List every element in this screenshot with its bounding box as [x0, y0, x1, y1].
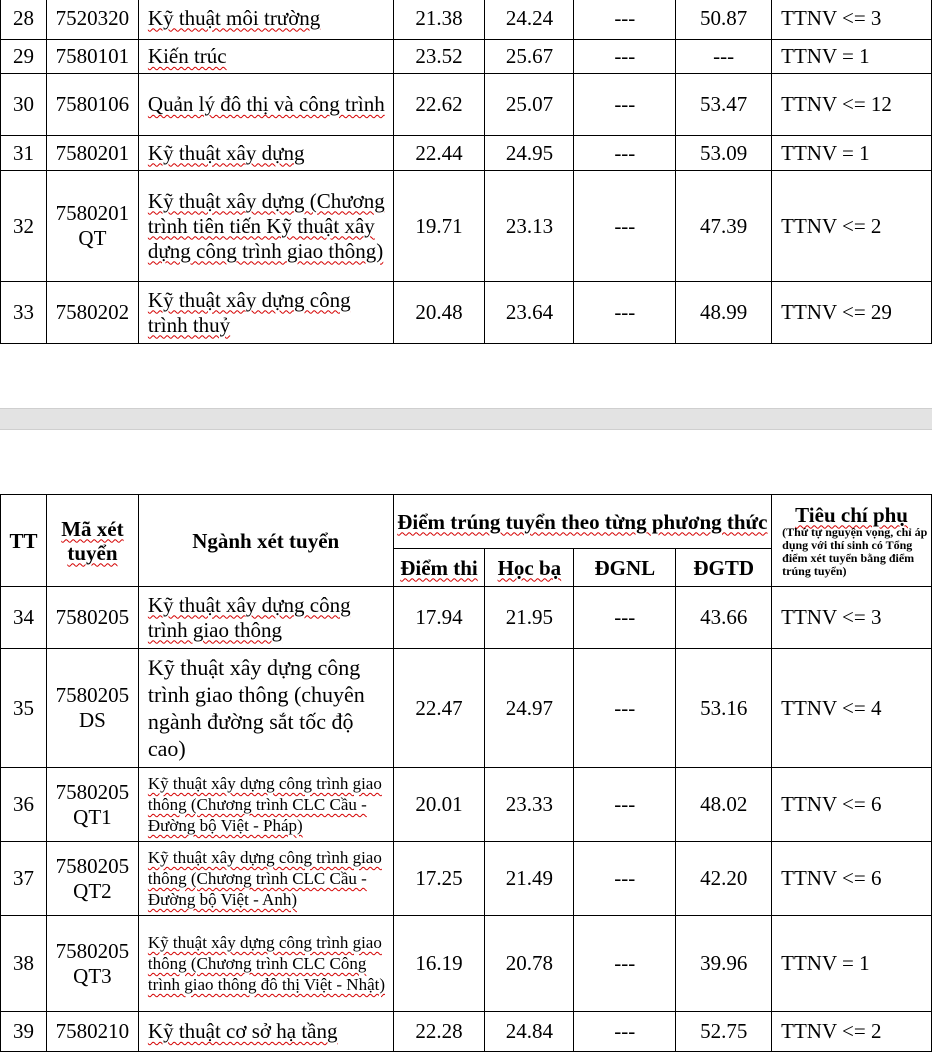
header-score-group: Điểm trúng tuyển theo từng phương thức: [393, 495, 772, 549]
dgtd-score: 48.02: [676, 768, 772, 842]
exam-score: 17.94: [393, 587, 485, 649]
table-row: [1, 0, 932, 40]
admission-code: 7580205 QT3: [46, 916, 138, 1012]
row-number: 32: [1, 171, 47, 282]
exam-score: 23.52: [393, 40, 485, 74]
row-number: 36: [1, 768, 47, 842]
page-break-separator: [0, 408, 932, 430]
dgnl-score: ---: [574, 40, 676, 74]
dgtd-score: 43.66: [676, 587, 772, 649]
admission-code: 7580202: [46, 282, 138, 344]
dgtd-score: 53.09: [676, 136, 772, 171]
major-name: Kỹ thuật xây dựng công trình giao thông (chuyên ngành đường sắt tốc độ cao): [138, 649, 393, 768]
exam-score: 22.62: [393, 74, 485, 136]
table-row: [1, 587, 932, 649]
row-number: 35: [1, 649, 47, 768]
dgnl-score: ---: [574, 282, 676, 344]
table-row: [1, 282, 932, 344]
exam-score: 20.48: [393, 282, 485, 344]
major-name: Quản lý đô thị và công trình: [138, 74, 393, 136]
major-name: Kỹ thuật xây dựng: [138, 136, 393, 171]
admission-code: 7580205 QT1: [46, 768, 138, 842]
transcript-score: 25.07: [485, 74, 574, 136]
dgtd-score: 52.75: [676, 1012, 772, 1052]
dgnl-score: ---: [574, 0, 676, 40]
table-row: [1, 842, 932, 916]
row-number: 39: [1, 1012, 47, 1052]
tie-criterion: TTNV <= 3: [772, 0, 932, 40]
tie-criterion: TTNV <= 29: [772, 282, 932, 344]
header-code: Mã xét tuyển: [46, 495, 138, 587]
table-row: [1, 649, 932, 768]
admission-code: 7580205 QT2: [46, 842, 138, 916]
dgnl-score: ---: [574, 74, 676, 136]
criteria-title: Tiêu chí phụ: [795, 502, 908, 527]
criteria-note: (Thứ tự nguyện vọng, chỉ áp dụng với thí sinh có Tổng điểm xét tuyển bằng điểm trúng tuyển): [782, 524, 928, 578]
dgtd-score: 48.99: [676, 282, 772, 344]
header-exam-score: Điểm thi: [393, 549, 485, 587]
table-row: [1, 171, 932, 282]
admission-code: 7580201: [46, 136, 138, 171]
admission-code: 7580101: [46, 40, 138, 74]
dgnl-score: ---: [574, 649, 676, 768]
dgtd-score: 39.96: [676, 916, 772, 1012]
major-name: Kỹ thuật cơ sở hạ tầng: [138, 1012, 393, 1052]
exam-score: 22.47: [393, 649, 485, 768]
dgnl-score: ---: [574, 916, 676, 1012]
table-row: [1, 136, 932, 171]
major-name: Kiến trúc: [138, 40, 393, 74]
dgtd-score: 42.20: [676, 842, 772, 916]
admission-code: 7580201 QT: [46, 171, 138, 282]
table-row: [1, 916, 932, 1012]
header-transcript: Học bạ: [485, 549, 574, 587]
transcript-score: 25.67: [485, 40, 574, 74]
dgtd-score: 50.87: [676, 0, 772, 40]
major-name: Kỹ thuật xây dựng công trình giao thông (Chương trình CLC Công trình giao thông đô thị Việt - Nhật): [138, 916, 393, 1012]
tie-criterion: TTNV <= 4: [772, 649, 932, 768]
major-name: Kỹ thuật xây dựng (Chương trình tiên tiến Kỹ thuật xây dựng công trình giao thông): [138, 171, 393, 282]
transcript-score: 23.64: [485, 282, 574, 344]
tie-criterion: TTNV <= 2: [772, 171, 932, 282]
row-number: 34: [1, 587, 47, 649]
major-name: Kỹ thuật môi trường: [138, 0, 393, 40]
header-row: [1, 495, 932, 549]
header-criteria: [772, 495, 932, 587]
header-dgtd: ĐGTD: [676, 549, 772, 587]
transcript-score: 24.97: [485, 649, 574, 768]
exam-score: 21.38: [393, 0, 485, 40]
transcript-score: 21.49: [485, 842, 574, 916]
dgnl-score: ---: [574, 768, 676, 842]
exam-score: 17.25: [393, 842, 485, 916]
transcript-score: 24.84: [485, 1012, 574, 1052]
dgnl-score: ---: [574, 136, 676, 171]
tie-criterion: TTNV = 1: [772, 136, 932, 171]
major-name: Kỹ thuật xây dựng công trình giao thông (Chương trình CLC Cầu - Đường bộ Việt - Pháp): [138, 768, 393, 842]
transcript-score: 23.33: [485, 768, 574, 842]
row-number: 29: [1, 40, 47, 74]
transcript-score: 23.13: [485, 171, 574, 282]
major-name: Kỹ thuật xây dựng công trình giao thông: [138, 587, 393, 649]
dgtd-score: ---: [676, 40, 772, 74]
dgtd-score: 47.39: [676, 171, 772, 282]
row-number: 30: [1, 74, 47, 136]
table-row: [1, 74, 932, 136]
row-number: 28: [1, 0, 47, 40]
exam-score: 20.01: [393, 768, 485, 842]
transcript-score: 24.95: [485, 136, 574, 171]
tie-criterion: TTNV <= 12: [772, 74, 932, 136]
dgnl-score: ---: [574, 842, 676, 916]
admission-code: 7580210: [46, 1012, 138, 1052]
dgtd-score: 53.47: [676, 74, 772, 136]
exam-score: 22.28: [393, 1012, 485, 1052]
dgnl-score: ---: [574, 587, 676, 649]
table-row: [1, 40, 932, 74]
major-name: Kỹ thuật xây dựng công trình giao thông (Chương trình CLC Cầu - Đường bộ Việt - Anh): [138, 842, 393, 916]
admission-table-top: [0, 0, 932, 344]
row-number: 33: [1, 282, 47, 344]
row-number: 38: [1, 916, 47, 1012]
admission-table-bottom: [0, 494, 932, 1052]
tie-criterion: TTNV = 1: [772, 40, 932, 74]
exam-score: 16.19: [393, 916, 485, 1012]
admission-code: 7520320: [46, 0, 138, 40]
transcript-score: 24.24: [485, 0, 574, 40]
tie-criterion: TTNV <= 2: [772, 1012, 932, 1052]
tie-criterion: TTNV <= 3: [772, 587, 932, 649]
transcript-score: 20.78: [485, 916, 574, 1012]
admission-code: 7580205 DS: [46, 649, 138, 768]
header-major: Ngành xét tuyển: [138, 495, 393, 587]
row-number: 31: [1, 136, 47, 171]
tie-criterion: TTNV <= 6: [772, 768, 932, 842]
tie-criterion: TTNV = 1: [772, 916, 932, 1012]
tie-criterion: TTNV <= 6: [772, 842, 932, 916]
dgnl-score: ---: [574, 1012, 676, 1052]
header-tt: TT: [1, 495, 47, 587]
admission-code: 7580205: [46, 587, 138, 649]
admission-code: 7580106: [46, 74, 138, 136]
header-dgnl: ĐGNL: [574, 549, 676, 587]
exam-score: 22.44: [393, 136, 485, 171]
table-row: [1, 768, 932, 842]
major-name: Kỹ thuật xây dựng công trình thuỷ: [138, 282, 393, 344]
dgnl-score: ---: [574, 171, 676, 282]
dgtd-score: 53.16: [676, 649, 772, 768]
exam-score: 19.71: [393, 171, 485, 282]
row-number: 37: [1, 842, 47, 916]
transcript-score: 21.95: [485, 587, 574, 649]
